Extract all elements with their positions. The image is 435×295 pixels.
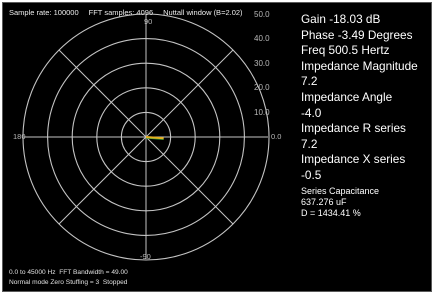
impedance-x-series-label: Impedance X series <box>301 152 406 167</box>
mode-status: Normal mode Zero Stuffing = 3 Stopped <box>9 279 128 286</box>
angle-label-90: 90 <box>144 17 153 26</box>
impedance-magnitude-value: 7.2 <box>301 74 318 89</box>
impedance-r-series-label: Impedance R series <box>301 121 406 136</box>
impedance-magnitude-label: Impedance Magnitude <box>301 58 418 73</box>
bandwidth-status: 0.0 to 45000 Hz FFT Bandwidth = 49.00 <box>9 269 128 276</box>
phase-readout: Phase -3.49 Degrees <box>301 27 413 42</box>
impedance-angle-value: -4.0 <box>301 105 322 120</box>
measurement-readout <box>301 12 431 219</box>
radial-label-30: 30.0 <box>254 59 270 68</box>
polar-plot <box>3 3 301 291</box>
analyzer-display <box>2 2 432 292</box>
frequency-readout: Freq 500.5 Hertz <box>301 43 390 58</box>
radial-label-50: 50.0 <box>254 10 270 19</box>
series-capacitance-label: Series Capacitance <box>301 185 380 196</box>
radial-label-20: 20.0 <box>254 83 270 92</box>
series-capacitance-value: 637.276 uF <box>301 196 347 207</box>
window-text: Nuttall window (B=2.02) <box>163 8 243 17</box>
impedance-angle-label: Impedance Angle <box>301 89 393 104</box>
impedance-r-series-value: 7.2 <box>301 136 318 151</box>
angle-label-180: 180 <box>13 132 26 141</box>
angle-label-0: 0.0 <box>271 132 282 141</box>
impedance-vector-layer <box>146 137 164 139</box>
radial-label-40: 40.0 <box>254 34 270 43</box>
sample-rate-text: Sample rate: 100000 <box>9 8 79 17</box>
gain-readout: Gain -18.03 dB <box>301 12 381 26</box>
impedance-vector <box>146 137 164 138</box>
fft-samples-text: FFT samples: 4096 <box>88 8 154 17</box>
impedance-x-series-value: -0.5 <box>301 167 322 182</box>
radial-label-10: 10.0 <box>254 108 270 117</box>
angle-label-minus-90: -90 <box>140 252 151 261</box>
dissipation-readout: D = 1434.41 % <box>301 207 361 218</box>
